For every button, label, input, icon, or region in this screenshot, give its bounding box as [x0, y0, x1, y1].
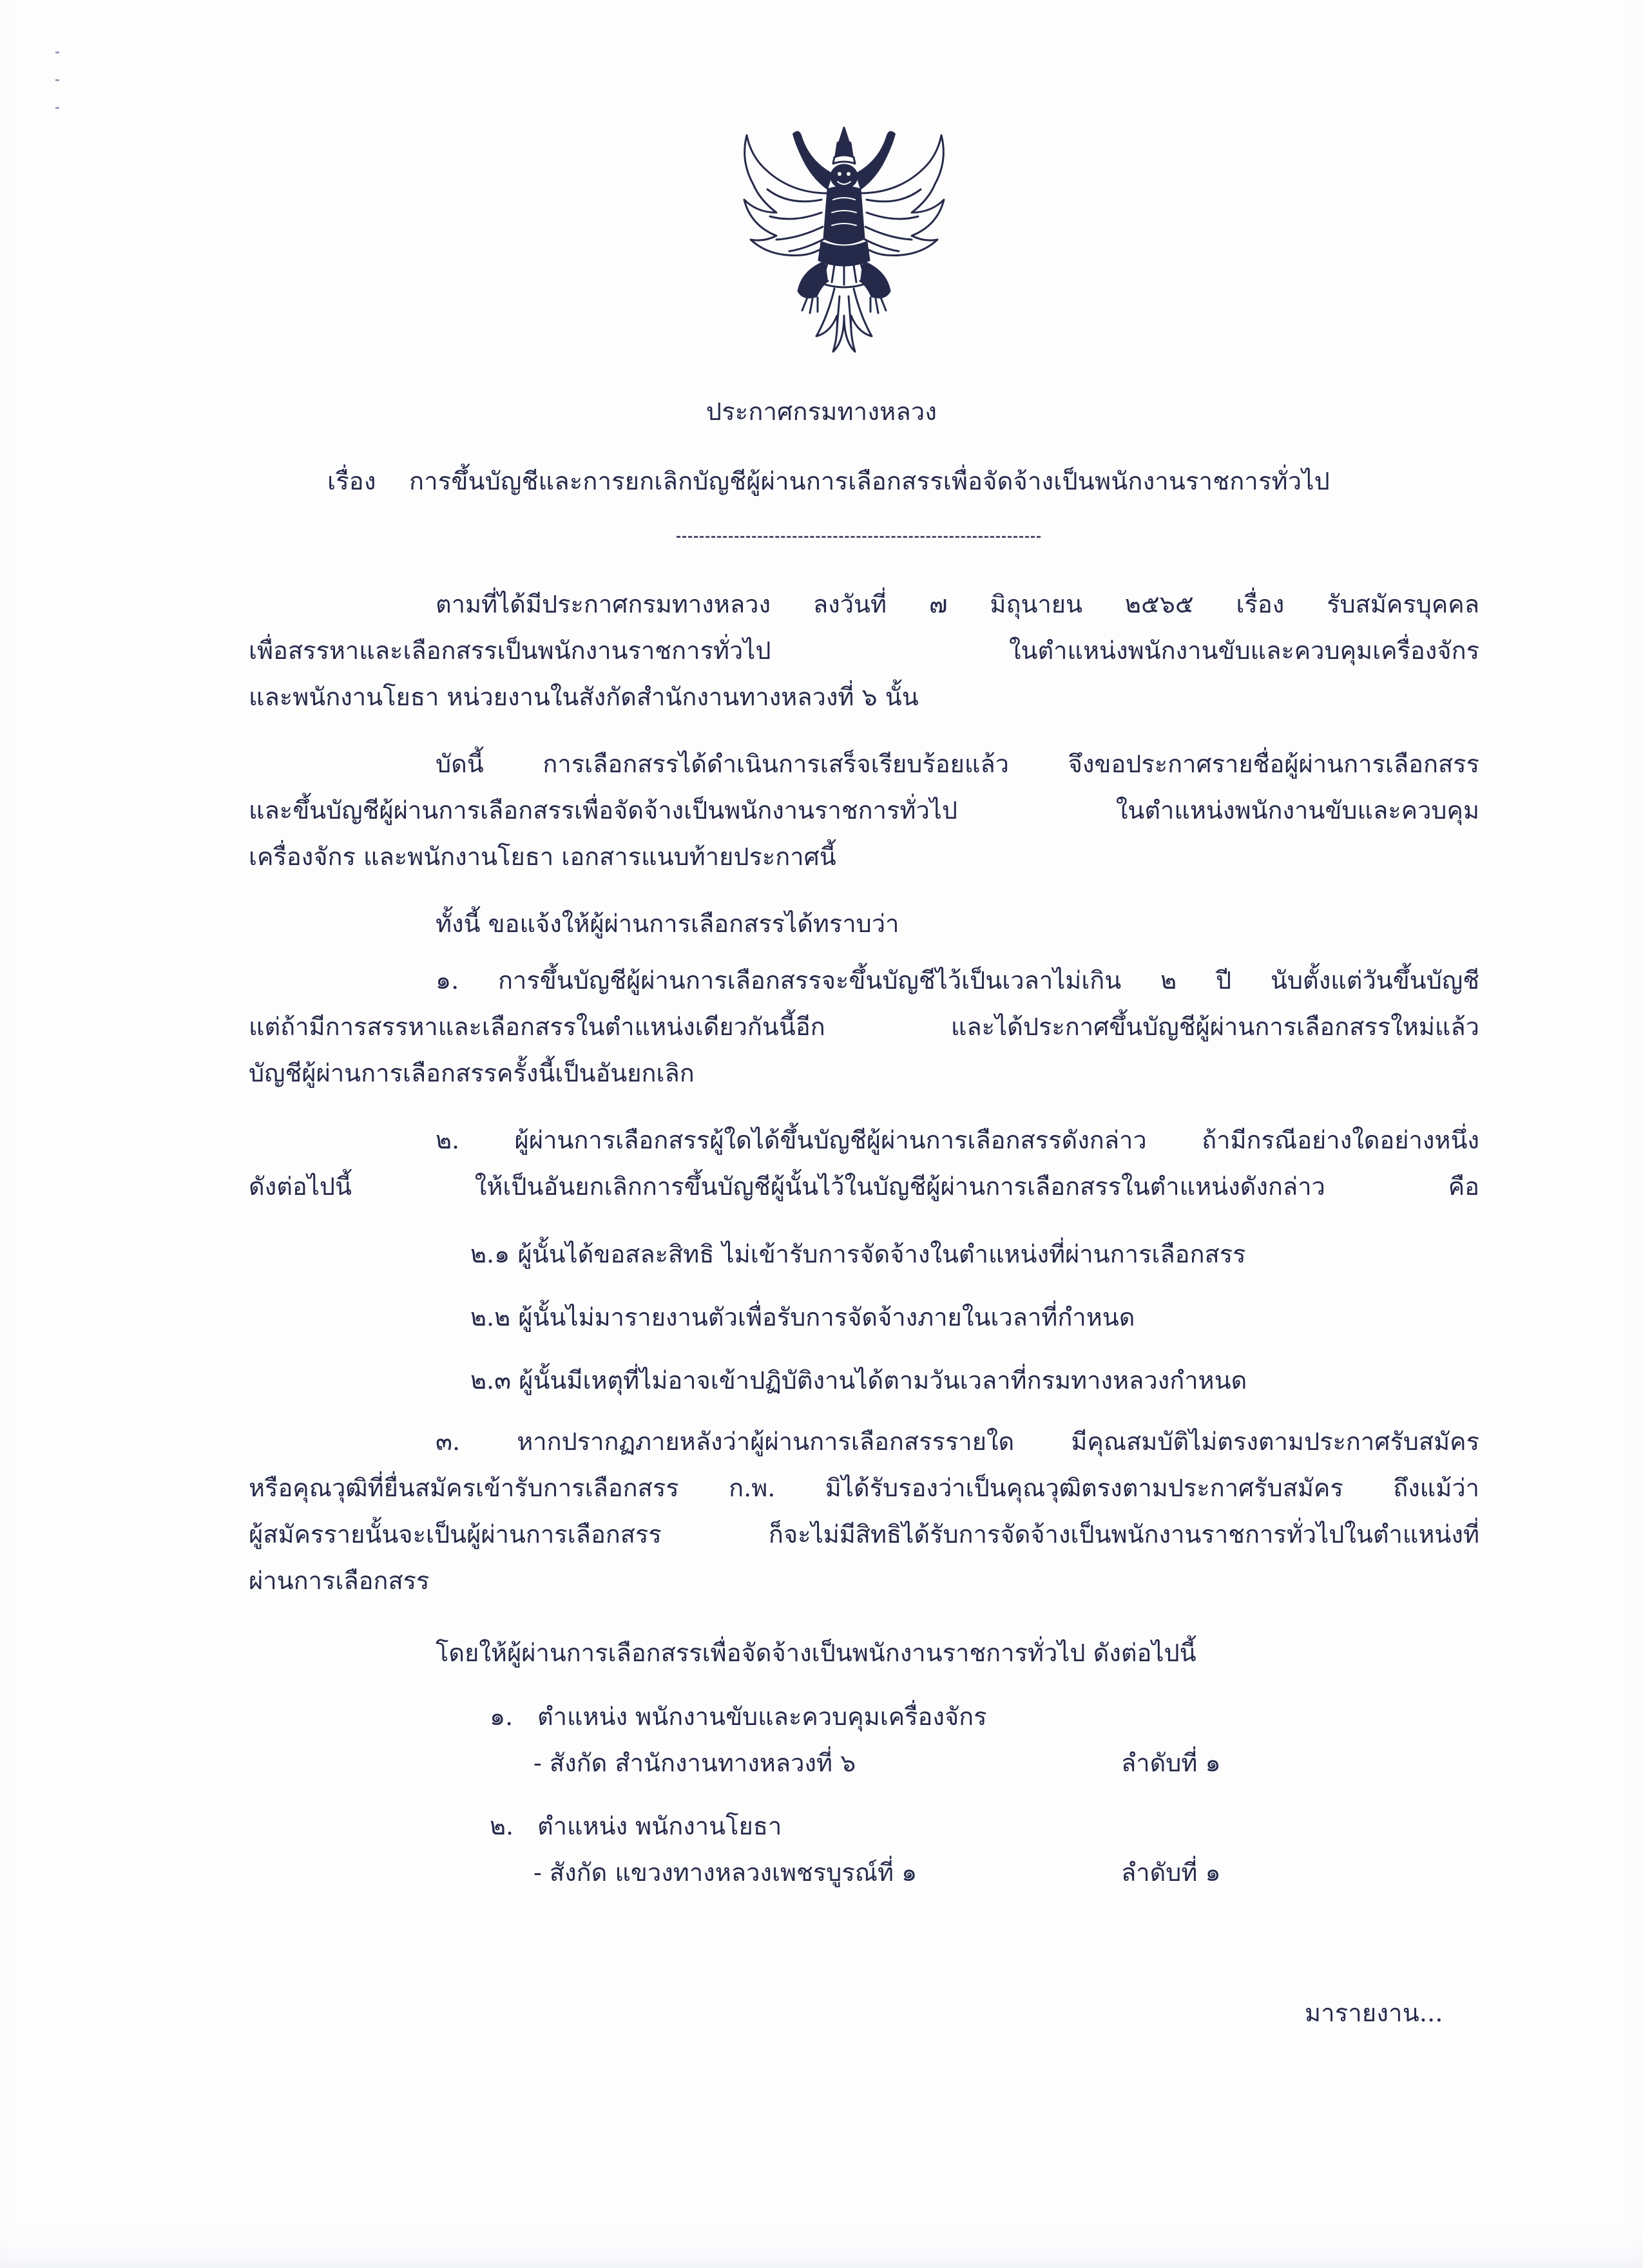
garuda-emblem	[731, 122, 957, 361]
paragraph-background	[249, 581, 1479, 720]
position-2-title: ตำแหน่ง พนักงานโยธา	[537, 1812, 782, 1840]
sub-item-2-2: ๒.๒ ผู้นั้นไม่มารายงานตัวเพื่อรับการจัดจ้างภายในเวลาที่กำหนด	[470, 1303, 1135, 1331]
paragraph-line: เพื่อสรรหาและเลือกสรรเป็นพนักงานราชการทั่วไป ในตำแหน่งพนักงานขับและควบคุมเครื่องจักร	[249, 636, 1479, 665]
subject-label: เรื่อง	[327, 467, 376, 495]
title-divider	[677, 536, 1041, 538]
paragraph-line: บัดนี้ การเลือกสรรได้ดำเนินการเสร็จเรียบร้อยแล้ว จึงขอประกาศรายชื่อผู้ผ่านการเลือกสรร	[436, 750, 1479, 778]
position-1-number: ๑.	[490, 1702, 514, 1731]
paragraph-line: เครื่องจักร และพนักงานโยธา เอกสารแนบท้ายประกาศนี้	[249, 843, 836, 871]
paragraph-line: ผ่านการเลือกสรร	[249, 1567, 430, 1595]
subject-text: การขึ้นบัญชีและการยกเลิกบัญชีผู้ผ่านการเลือกสรรเพื่อจัดจ้างเป็นพนักงานราชการทั่วไป	[409, 467, 1330, 495]
position-1-rank: ลำดับที่ ๑	[1121, 1749, 1221, 1777]
paragraph-item-3	[249, 1418, 1479, 1604]
paragraph-notice	[249, 901, 1479, 947]
paragraph-line: ผู้สมัครรายนั้นจะเป็นผู้ผ่านการเลือกสรร ก็จะไม่มีสิทธิได้รับการจัดจ้างเป็นพนักงานราชการทั่วไปในตำแหน่งที่	[249, 1520, 1479, 1549]
paragraph-announcement	[249, 741, 1479, 880]
paragraph-line: ตามที่ได้มีประกาศกรมทางหลวง ลงวันที่ ๗ มิถุนายน ๒๕๖๕ เรื่อง รับสมัครบุคคล	[436, 590, 1479, 618]
paragraph-line: และขึ้นบัญชีผู้ผ่านการเลือกสรรเพื่อจัดจ้างเป็นพนักงานราชการทั่วไป ในตำแหน่งพนักงานขับและควบคุม	[249, 796, 1479, 824]
position-2-rank: ลำดับที่ ๑	[1121, 1858, 1221, 1887]
sub-item-2-1: ๒.๑ ผู้นั้นได้ขอสละสิทธิ ไม่เข้ารับการจัดจ้างในตำแหน่งที่ผ่านการเลือกสรร	[470, 1240, 1246, 1268]
paragraph-item-2	[249, 1117, 1479, 1210]
paragraph-line: ๒. ผู้ผ่านการเลือกสรรผู้ใดได้ขึ้นบัญชีผู้ผ่านการเลือกสรรดังกล่าว ถ้ามีกรณีอย่างใดอย่างหนึ่ง	[436, 1126, 1479, 1154]
paragraph-line: บัญชีผู้ผ่านการเลือกสรรครั้งนี้เป็นอันยกเลิก	[249, 1059, 695, 1087]
paragraph-line: และพนักงานโยธา หน่วยงานในสังกัดสำนักงานทางหลวงที่ ๖ นั้น	[249, 683, 919, 711]
paragraph-line: ทั้งนี้ ขอแจ้งให้ผู้ผ่านการเลือกสรรได้ทราบว่า	[436, 910, 899, 938]
paragraph-line: ๑. การขึ้นบัญชีผู้ผ่านการเลือกสรรจะขึ้นบัญชีไว้เป็นเวลาไม่เกิน ๒ ปี นับตั้งแต่วันขึ้นบัญชี	[436, 966, 1479, 995]
paragraph-line: ๓. หากปรากฏภายหลังว่าผู้ผ่านการเลือกสรรรายใด มีคุณสมบัติไม่ตรงตามประกาศรับสมัคร	[436, 1427, 1479, 1456]
paragraph-line: ดังต่อไปนี้ ให้เป็นอันยกเลิกการขึ้นบัญชีผู้นั้นไว้ในบัญชีผู้ผ่านการเลือกสรรในตำแหน่งดังกล่าว คือ	[249, 1172, 1479, 1201]
position-1-affiliation: - สังกัด สำนักงานทางหลวงที่ ๖	[533, 1749, 856, 1777]
sub-item-2-3: ๒.๓ ผู้นั้นมีเหตุที่ไม่อาจเข้าปฏิบัติงานได้ตามวันเวลาที่กรมทางหลวงกำหนด	[470, 1366, 1247, 1395]
scan-margin-marks	[55, 52, 68, 142]
announcement-title: ประกาศกรมทางหลวง	[706, 397, 937, 426]
paragraph-line: แต่ถ้ามีการสรรหาและเลือกสรรในตำแหน่งเดียวกันนี้อีก และได้ประกาศขึ้นบัญชีผู้ผ่านการเลือกสรรใหม่แล้ว	[249, 1013, 1479, 1041]
paragraph-line: โดยให้ผู้ผ่านการเลือกสรรเพื่อจัดจ้างเป็นพนักงานราชการทั่วไป ดังต่อไปนี้	[436, 1639, 1196, 1667]
paragraph-positions-intro	[249, 1630, 1479, 1676]
paragraph-item-1	[249, 957, 1479, 1096]
position-2-affiliation: - สังกัด แขวงทางหลวงเพชรบูรณ์ที่ ๑	[533, 1858, 918, 1887]
position-2-number: ๒.	[490, 1812, 514, 1840]
page-continuation: มารายงาน...	[1305, 1999, 1443, 2027]
paragraph-line: หรือคุณวุฒิที่ยื่นสมัครเข้ารับการเลือกสรร ก.พ. มิได้รับรองว่าเป็นคุณวุฒิตรงตามประกาศรับสมัคร ถึงแม้ว่า	[249, 1474, 1479, 1502]
position-1-title: ตำแหน่ง พนักงานขับและควบคุมเครื่องจักร	[537, 1702, 987, 1731]
